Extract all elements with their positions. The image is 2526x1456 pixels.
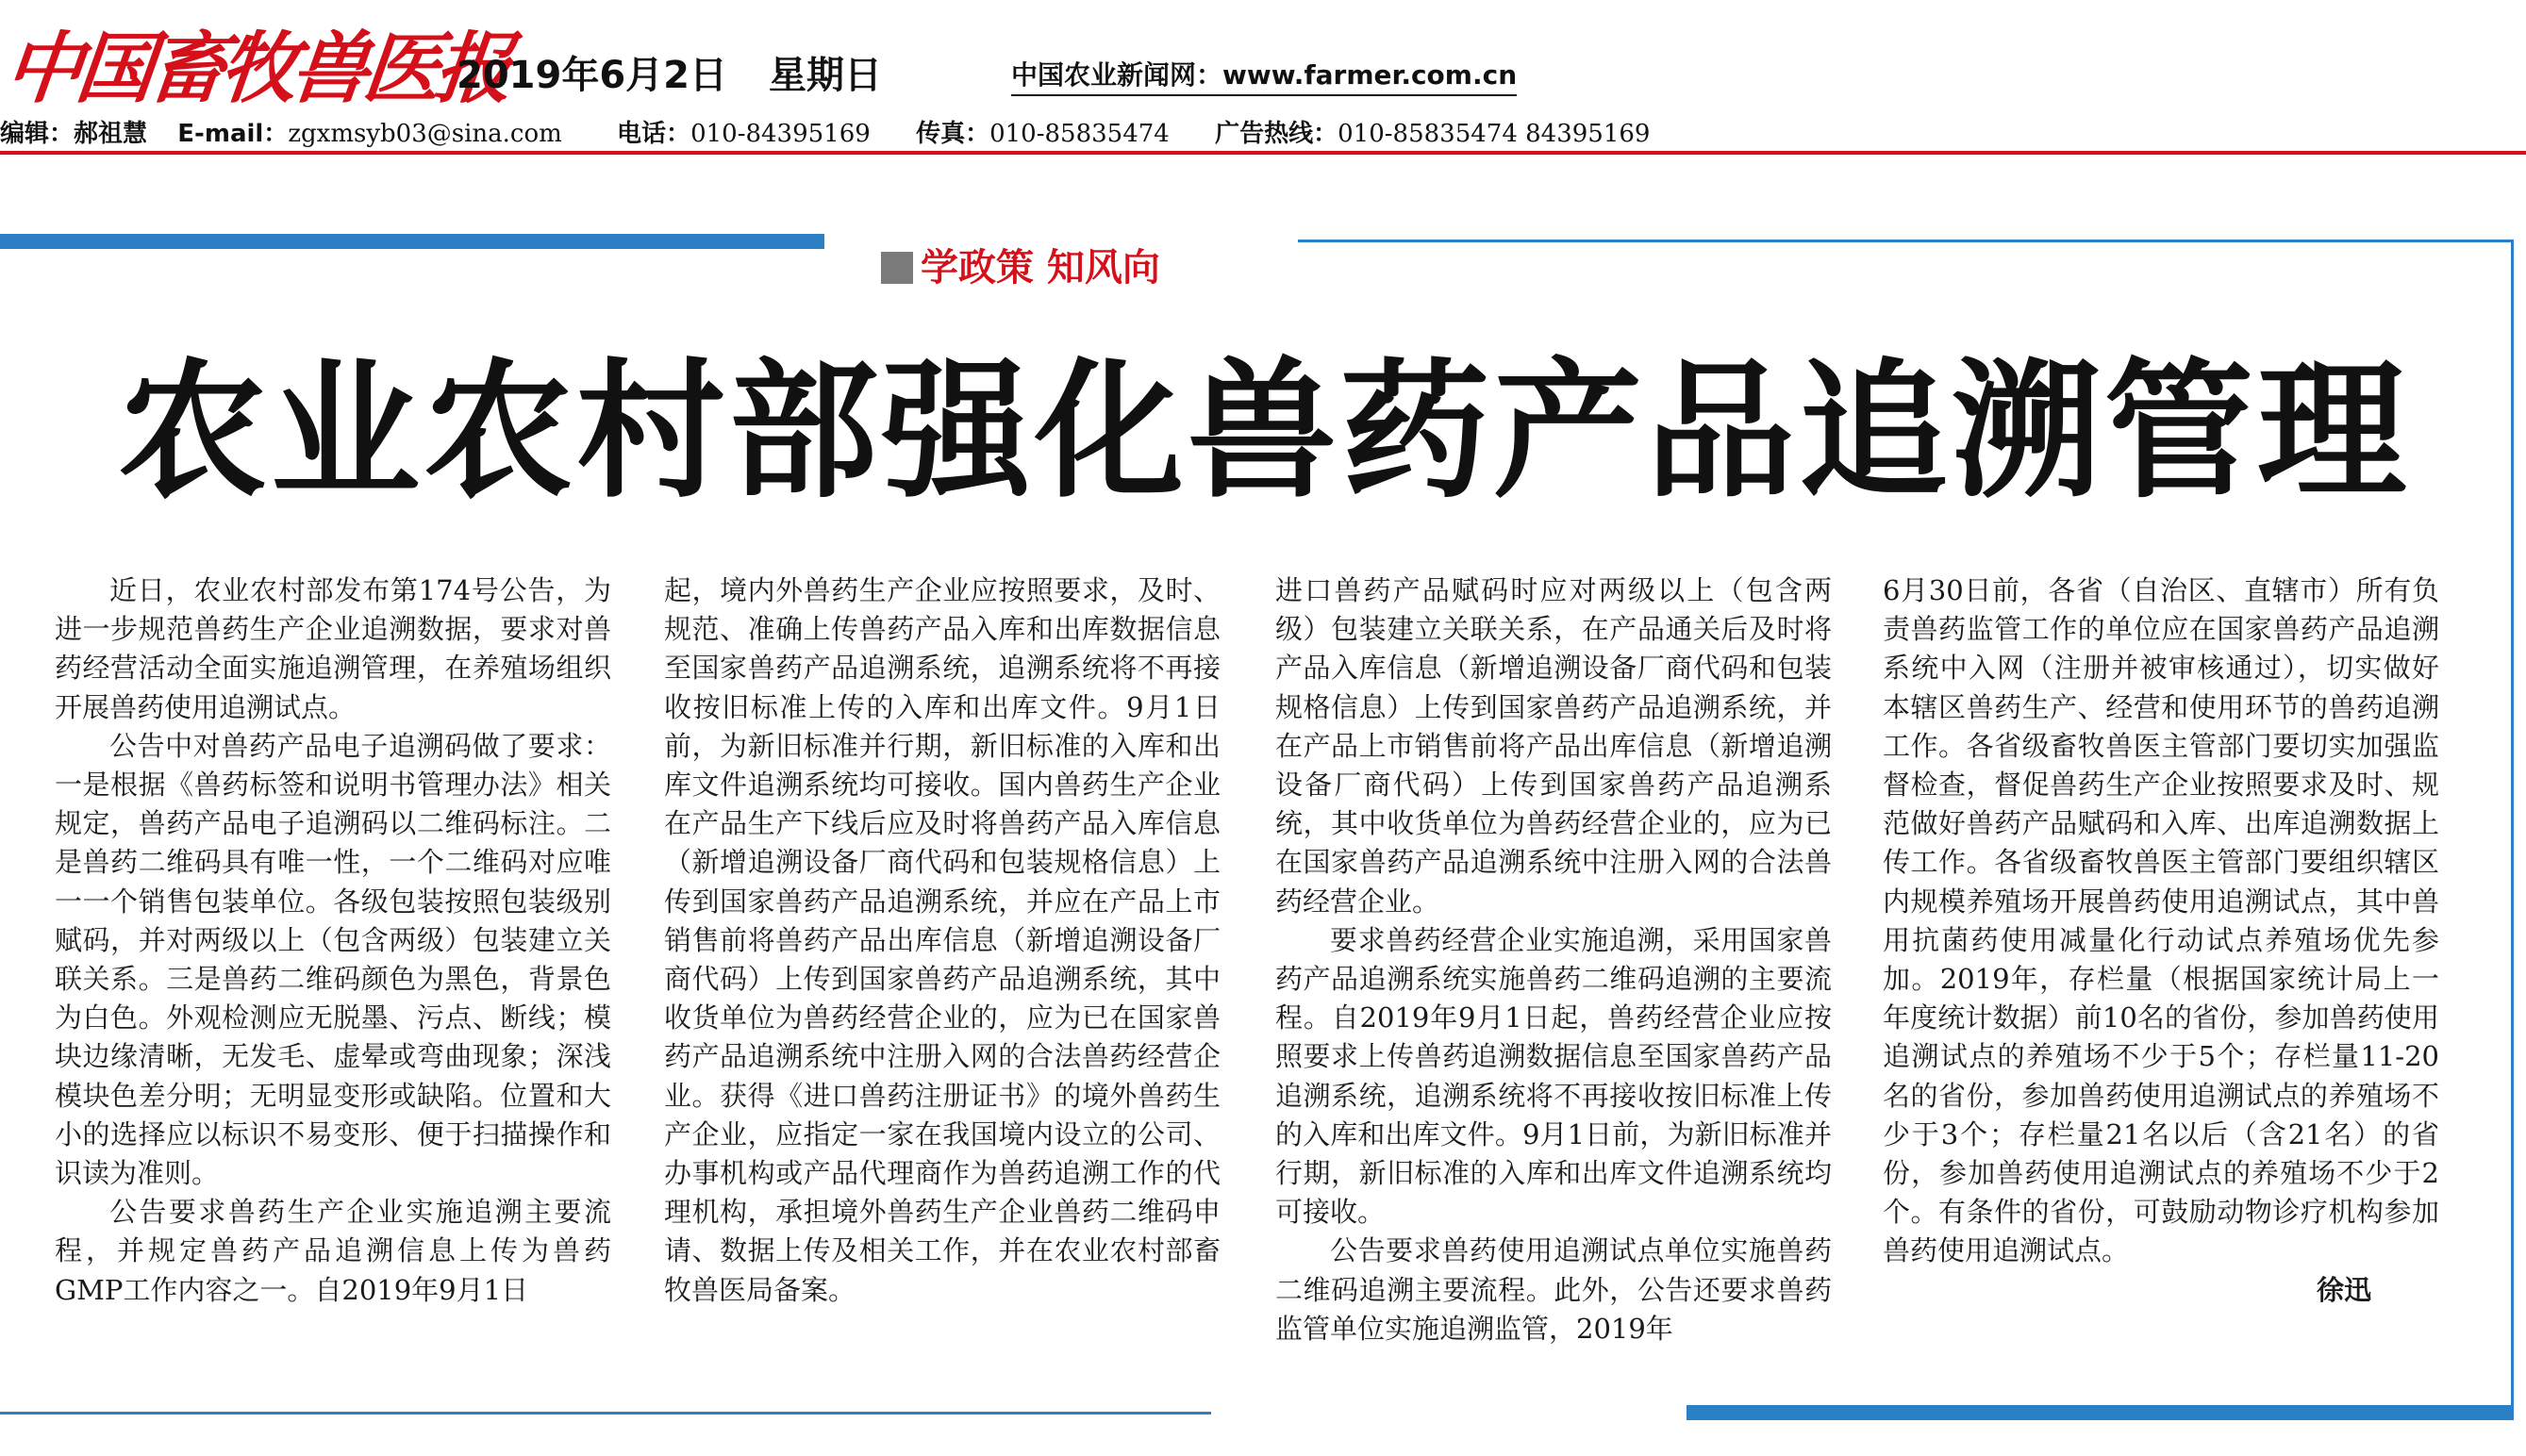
article-column-2 xyxy=(664,571,1221,1310)
newspaper-logo: 中国畜牧兽医报 xyxy=(0,24,512,114)
masthead-divider xyxy=(0,151,2526,155)
email-link[interactable]: zgxmsyb03@sina.com xyxy=(288,120,562,148)
frame-rule-top-right xyxy=(1298,240,2513,242)
paragraph: 近日，农业农村部发布第174号公告，为进一步规范兽药生产企业追溯数据，要求对兽药经营活动全面实施追溯管理，在养殖场组织开展兽药使用追溯试点。 xyxy=(55,574,611,723)
author-name: 徐迅 xyxy=(2316,1273,2371,1306)
phone-info: 电话：010-84395169 xyxy=(617,120,871,148)
paragraph: 公告要求兽药使用追溯试点单位实施兽药二维码追溯主要流程。此外，公告还要求兽药监管单位实施追溯监管，2019年 xyxy=(1275,1234,1832,1345)
square-bullet-icon xyxy=(881,252,913,284)
paragraph: 起，境内外兽药生产企业应按照要求，及时、规范、准确上传兽药产品入库和出库数据信息至国家兽药产品追溯系统，追溯系统将不再接收按旧标准上传的入库和出库文件。9月1日前，为新旧标准并行期，新旧标准的入库和出库文件追溯系统均可接收。国内兽药生产企业在产品生产下线后应及时将兽药产品入库信息（新增追溯设备厂商代码和包装规格信息）上传到国家兽药产品追溯系统，并应在产品上市销售前将兽药产品出库信息（新增追溯设备厂商代码）上传到国家兽药产品追溯系统，其中收货单位为兽药经营企业的，应为已在国家兽药产品追溯系统中注册入网的合法兽药经营企业。获得《进口兽药注册证书》的境外兽药生产企业，应指定一家在我国境内设立的公司、办事机构或产品代理商作为兽药追溯工作的代理机构，承担境外兽药生产企业兽药二维码申请、数据上传及相关工作，并在农业农村部畜牧兽医局备案。 xyxy=(664,574,1221,1306)
ad-hotline-info: 广告热线：010-85835474 84395169 xyxy=(1215,120,1651,148)
article-column-4 xyxy=(1883,571,2439,1310)
contact-info-line xyxy=(0,114,1650,148)
website-link[interactable]: 中国农业新闻网：www.farmer.com.cn xyxy=(1011,55,1517,96)
date-text: 2019年6月2日 xyxy=(457,54,727,97)
fax-info: 传真：010-85835474 xyxy=(916,120,1170,148)
paragraph: 进口兽药产品赋码时应对两级以上（包含两级）包装建立关联关系，在产品通关后及时将产品入库信息（新增追溯设备厂商代码和包装规格信息）上传到国家兽药产品追溯系统，并在产品上市销售前将产品出库信息（新增追溯设备厂商代码）上传到国家兽药产品追溯系统，其中收货单位为兽药经营企业的，应为已在国家兽药产品追溯系统中注册入网的合法兽药经营企业。 xyxy=(1275,574,1832,918)
frame-rule-bottom-right xyxy=(1687,1405,2513,1420)
paragraph: 要求兽药经营企业实施追溯，采用国家兽药产品追溯系统实施兽药二维码追溯的主要流程。自2019年9月1日起，兽药经营企业应按照要求上传兽药追溯数据信息至国家兽药产品追溯系统，追溯系统将不再接收按旧标准上传的入库和出库文件。9月1日前，为新旧标准并行期，新旧标准的入库和出库文件追溯系统均可接收。 xyxy=(1275,923,1832,1229)
frame-rule-top-left xyxy=(0,234,824,249)
issue-date xyxy=(457,45,882,99)
paragraph: 公告要求兽药生产企业实施追溯主要流程，并规定兽药产品追溯信息上传为兽药GMP工作内容之一。自2019年9月1日 xyxy=(55,1196,611,1306)
editor-info: 编辑：郝祖慧 xyxy=(0,120,148,148)
article-column-1 xyxy=(55,571,611,1310)
article-headline: 农业农村部强化兽药产品追溯管理 xyxy=(118,344,2410,519)
masthead xyxy=(0,0,2526,151)
email-info: E-mail：zgxmsyb03@sina.com xyxy=(177,120,562,148)
paragraph: 公告中对兽药产品电子追溯码做了要求：一是根据《兽药标签和说明书管理办法》相关规定，兽药产品电子追溯码以二维码标注。二是兽药二维码具有唯一性，一个二维码对应唯一一个销售包装单位。各级包装按照包装级别赋码，并对两级以上（包含两级）包装建立关联关系。三是兽药二维码颜色为黑色，背景色为白色。外观检测应无脱墨、污点、断线；模块边缘清晰，无发毛、虚晕或弯曲现象；深浅模块色差分明；无明显变形或缺陷。位置和大小的选择应以标识不易变形、便于扫描操作和识读为准则。 xyxy=(55,729,611,1190)
frame-rule-right xyxy=(2511,240,2514,1420)
weekday-text: 星期日 xyxy=(769,54,882,97)
frame-rule-bottom-left xyxy=(0,1412,1211,1415)
article-column-3 xyxy=(1275,571,1832,1348)
paragraph: 6月30日前，各省（自治区、直辖市）所有负责兽药监管工作的单位应在国家兽药产品追溯系统中入网（注册并被审核通过），切实做好本辖区兽药生产、经营和使用环节的兽药追溯工作。各省级畜牧兽医主管部门要切实加强监督检查，督促兽药生产企业按照要求及时、规范做好兽药产品赋码和入库、出库追溯数据上传工作。各省级畜牧兽医主管部门要组织辖区内规模养殖场开展兽药使用追溯试点，其中兽用抗菌药使用减量化行动试点养殖场优先参加。2019年，存栏量（根据国家统计局上一年度统计数据）前10名的省份，参加兽药使用追溯试点的养殖场不少于5个；存栏量11-20名的省份，参加兽药使用追溯试点的养殖场不少于3个；存栏量21名以后（含21名）的省份，参加兽药使用追溯试点的养殖场不少于2个。有条件的省份，可鼓励动物诊疗机构参加兽药使用追溯试点。 xyxy=(1883,574,2439,1267)
section-tag: 学政策 知风向 xyxy=(881,238,1160,291)
